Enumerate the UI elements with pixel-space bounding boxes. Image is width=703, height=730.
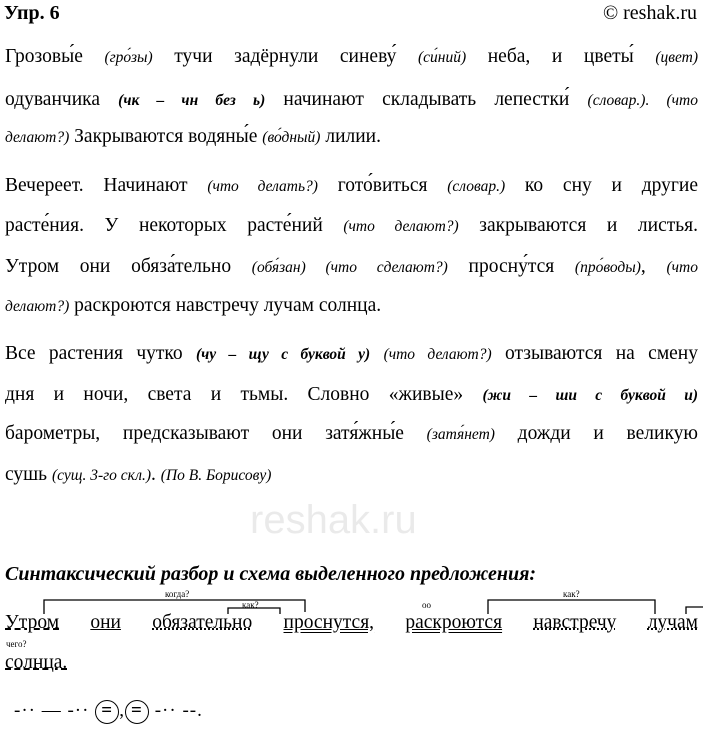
text-line [5, 464, 698, 487]
annotation: (По В. Борисову) [160, 467, 272, 484]
text-line [5, 343, 698, 366]
sentence-scheme [14, 700, 203, 724]
annotation: (сущ. 3-го скл.) [51, 467, 152, 484]
source-label: © reshak.ru [602, 2, 697, 24]
annotation: (чу – щу с буквой у) [195, 346, 371, 363]
text-segment: раскроются навстречу лучам солнца. [69, 295, 382, 316]
text-segment: дня и ночи, света и тьмы. Словно «живые» [5, 384, 483, 405]
text-segment: лилии. [320, 126, 381, 147]
annotation: (во́дный) [262, 129, 321, 146]
word-predicate: раскроются [405, 612, 503, 633]
annotation: (словар.). (что [587, 92, 698, 109]
word-predicate: проснутся, [283, 612, 375, 633]
scheme-part: -·· — -·· [14, 700, 96, 721]
text-segment: одуванчика [5, 89, 119, 110]
analysis-line-2 [5, 652, 698, 674]
question-how: как? [242, 600, 259, 610]
annotation: (что делать?) [207, 178, 318, 195]
text-line [5, 295, 698, 318]
analysis-line-1 [5, 612, 698, 634]
text-segment: тучи задёрнули синеву́ [152, 46, 418, 67]
text-segment: закрываются и листья. [458, 215, 698, 236]
scheme-comma: , [119, 700, 125, 721]
annotation: (затя́нет) [426, 426, 495, 443]
text-line [5, 384, 698, 407]
text-segment: Грозовы́е [5, 46, 105, 67]
text-segment: гото́виться [317, 175, 448, 196]
annotation: (про́воды) [574, 259, 641, 276]
annotation: (си́ний) [417, 49, 467, 66]
annotation: (обя́зан) (что сделают?) [251, 259, 448, 276]
annotation: (гро́зы) [104, 49, 153, 66]
exercise-number: Упр. 6 [4, 2, 60, 24]
question-how: как? [563, 589, 580, 599]
text-segment: . [151, 464, 161, 485]
text-line [5, 423, 698, 446]
annotation: (жи – ши с буквой и) [482, 387, 698, 404]
watermark: reshak.ru [250, 498, 417, 542]
text-segment: дожди и великую [494, 423, 698, 444]
text-segment: просну́тся [447, 256, 575, 277]
text-line [5, 46, 698, 69]
word-subject: они [90, 612, 121, 633]
predicate-circle: = [125, 700, 149, 724]
text-segment [370, 343, 383, 364]
annotation: (что делают?) [343, 218, 459, 235]
annotation: (цвет) [655, 49, 698, 66]
annotation: (словар.) [447, 178, 506, 195]
homogeneous-mark: оо [422, 600, 431, 610]
text-segment: начинают складывать лепестки́ [265, 89, 588, 110]
annotation: (чк – чн без ь) [118, 92, 266, 109]
annotation: (что делают?) [383, 346, 492, 363]
text-segment: , [640, 256, 667, 277]
analysis-heading: Синтаксический разбор и схема выделенного предложения: [5, 563, 537, 585]
text-segment: барометры, предсказывают они затя́жны́е [5, 423, 427, 444]
text-line [5, 175, 698, 198]
word-attribute: солнца. [5, 652, 68, 673]
text-segment: сушь [5, 464, 52, 485]
text-segment: Закрываются водяны́е [69, 126, 263, 147]
word-adverbial: навстречу [533, 612, 617, 633]
predicate-circle: = [95, 700, 119, 724]
text-segment: Утром они обяза́тельно [5, 256, 252, 277]
text-line [5, 215, 698, 238]
annotation: делают?) [5, 298, 70, 315]
text-line [5, 89, 698, 112]
question-what: чего? [6, 639, 27, 649]
text-line [5, 126, 698, 149]
text-segment: Все растения чутко [5, 343, 196, 364]
annotation: делают?) [5, 129, 70, 146]
word-adverbial: обязательно [152, 612, 253, 633]
question-when: когда? [165, 589, 190, 599]
text-segment: Вечереет. Начинают [5, 175, 208, 196]
text-segment: неба, и цветы́ [466, 46, 656, 67]
text-segment: расте́ния. У некоторых расте́ний [5, 215, 344, 236]
word-adverbial: Утром [5, 612, 60, 633]
text-line [5, 256, 698, 279]
text-segment: ко сну и другие [505, 175, 699, 196]
text-segment: отзываются на смену [491, 343, 698, 364]
annotation: (что [666, 259, 698, 276]
scheme-part: -·· --. [154, 700, 203, 721]
word-object: лучам [647, 612, 698, 633]
